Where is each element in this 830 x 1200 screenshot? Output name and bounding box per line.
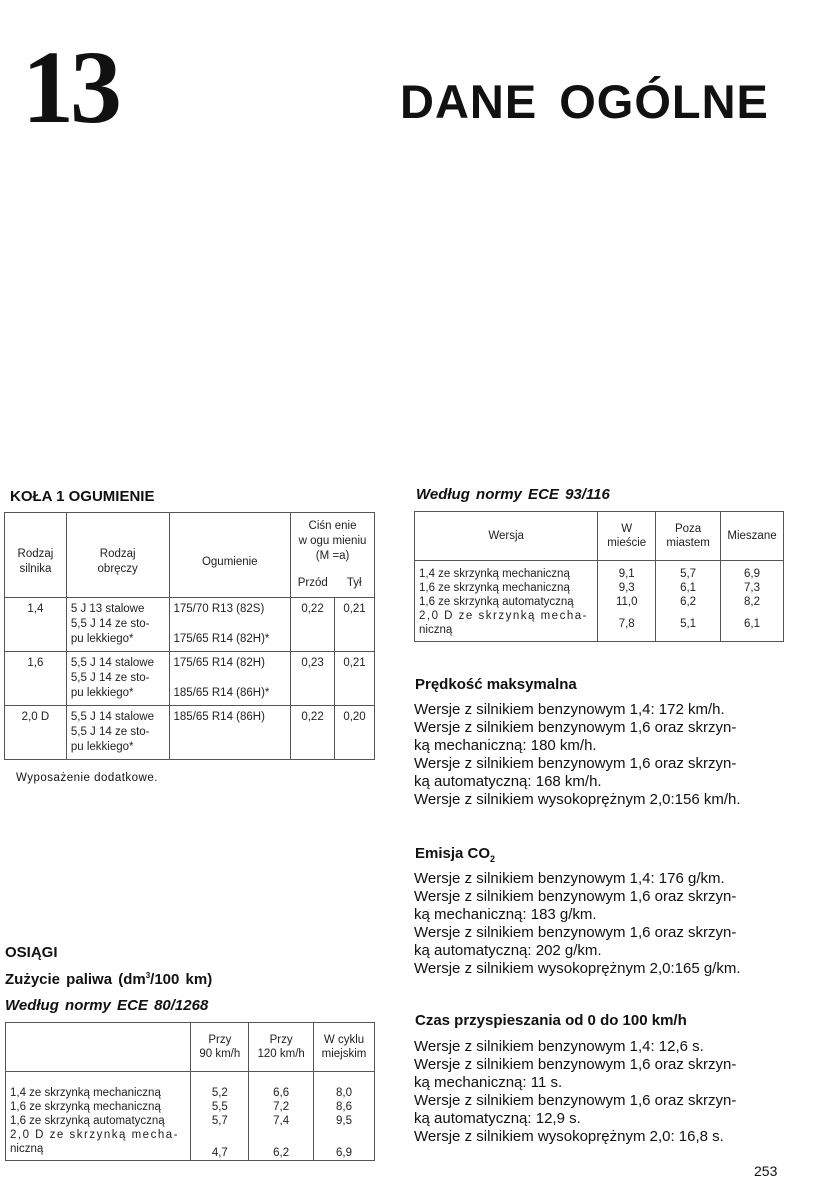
text-line: Wersje z silnikiem benzynowym 1,6 oraz skrzyn- [414, 1092, 737, 1109]
header-pressure: Ciśn enie w ogu mieniu (M =a) [291, 513, 375, 570]
ece93-header-outside: Poza miastem [656, 512, 721, 561]
ece93-versions: 1,4 ze skrzynką mechaniczną 1,6 ze skrzynką mechaniczną 1,6 ze skrzynką automatyczną 2,0 D ze skrzynką mecha- niczną [415, 561, 598, 642]
ece93-col-mixed: 6,9 7,3 8,2 6,1 [721, 561, 784, 642]
consumption-sup: 3 [145, 971, 151, 980]
consumption-title [5, 967, 212, 989]
text-line: Wersje z silnikiem benzynowym 1,6 oraz skrzyn- [414, 719, 737, 736]
rim-cell: 5 J 13 stalowe 5,5 J 14 ze sto- pu lekkiego* [66, 598, 169, 652]
rear-cell: 0,20 [335, 706, 375, 760]
text-line: Wersje z silnikiem wysokoprężnym 2,0: 16,8 s. [414, 1128, 724, 1145]
text-line: Wersje z silnikiem benzynowym 1,6 oraz skrzyn- [414, 888, 737, 905]
front-cell: 0,22 [291, 706, 335, 760]
table-row [415, 561, 784, 642]
text-line: ką automatyczną: 202 g/km. [414, 942, 602, 959]
rear-cell: 0,21 [335, 598, 375, 652]
ece80-header-blank [6, 1023, 191, 1072]
text-line: Wersje z silnikiem benzynowym 1,4: 12,6 s. [414, 1038, 704, 1055]
text-line: ką automatyczną: 168 km/h. [414, 773, 602, 790]
text-line: Wersje z silnikiem benzynowym 1,6 oraz skrzyn- [414, 1056, 737, 1073]
acceleration-title: Czas przyspieszania od 0 do 100 km/h [415, 1012, 687, 1029]
ece93-header-row [415, 512, 784, 561]
text-line: Wersje z silnikiem wysokoprężnym 2,0:156 km/h. [414, 791, 741, 808]
consumption-pre: Zużycie paliwa (dm [5, 971, 146, 988]
rear-cell: 0,21 [335, 652, 375, 706]
text-line: ką mechaniczną: 11 s. [414, 1074, 563, 1091]
tyre-cell: 175/65 R14 (82H) 185/65 R14 (86H)* [169, 652, 291, 706]
ece93-header-city: W mieście [598, 512, 656, 561]
engine-cell: 1,4 [5, 598, 67, 652]
text-line: ką automatyczną: 12,9 s. [414, 1110, 581, 1127]
tyre-cell: 185/65 R14 (86H) [169, 706, 291, 760]
ece80-col-90: 5,2 5,5 5,7 4,7 [191, 1072, 249, 1161]
co2-title [415, 845, 495, 868]
ece80-table [5, 1022, 375, 1161]
header-rear: Tył [335, 569, 375, 598]
header-tyres: Ogumienie [169, 513, 291, 598]
ece93-col-outside: 5,7 6,1 6,2 5,1 [656, 561, 721, 642]
table-row [5, 652, 375, 706]
header-engine: Rodzaj silnika [5, 513, 67, 598]
table-row [6, 1072, 375, 1161]
co2-title-text: Emisja CO [415, 845, 491, 862]
table-row [5, 598, 375, 652]
acceleration-text [414, 1038, 736, 1146]
ece80-header-city: W cyklu miejskim [314, 1023, 375, 1072]
engine-cell: 2,0 D [5, 706, 67, 760]
max-speed-text [414, 701, 741, 809]
page-number: 253 [754, 1163, 778, 1179]
header-front: Przód [291, 569, 335, 598]
ece93-title: Według normy ECE 93/116 [416, 486, 610, 503]
engine-cell: 1,6 [5, 652, 67, 706]
chapter-number: 13 [22, 30, 118, 145]
front-cell: 0,22 [291, 598, 335, 652]
ece93-header-mixed: Mieszane [721, 512, 784, 561]
front-cell: 0,23 [291, 652, 335, 706]
wheels-footnote: Wyposażenie dodatkowe. [16, 772, 158, 784]
max-speed-title: Prędkość maksymalna [415, 676, 577, 693]
header-rim: Rodzaj obręczy [66, 513, 169, 598]
ece93-col-city: 9,1 9,3 11,0 7,8 [598, 561, 656, 642]
tyre-cell: 175/70 R13 (82S) 175/65 R14 (82H)* [169, 598, 291, 652]
ece93-table [414, 511, 784, 642]
text-line: Wersje z silnikiem wysokoprężnym 2,0:165 g/km. [414, 960, 741, 977]
ece80-header-row [6, 1023, 375, 1072]
table-row [5, 706, 375, 760]
consumption-post: /100 km) [150, 971, 213, 988]
text-line: Wersje z silnikiem benzynowym 1,4: 172 km/h. [414, 701, 725, 718]
tyres-header-row [5, 513, 375, 570]
wheels-title: KOŁA 1 OGUMIENIE [10, 488, 155, 505]
text-line: Wersje z silnikiem benzynowym 1,6 oraz skrzyn- [414, 755, 737, 772]
tyres-table [4, 512, 375, 760]
co2-title-sub: 2 [490, 854, 496, 864]
text-line: ką mechaniczną: 183 g/km. [414, 906, 597, 923]
ece80-col-120: 6,6 7,2 7,4 6,2 [249, 1072, 314, 1161]
ece80-col-city: 8,0 8,6 9,5 6,9 [314, 1072, 375, 1161]
co2-text [414, 870, 741, 978]
text-line: Wersje z silnikiem benzynowym 1,6 oraz skrzyn- [414, 924, 737, 941]
ece80-header-90: Przy 90 km/h [191, 1023, 249, 1072]
ece80-versions: 1,4 ze skrzynką mechaniczną 1,6 ze skrzynką mechaniczną 1,6 ze skrzynką automatyczną 2,0 D ze skrzynką mecha- niczną [6, 1072, 191, 1161]
text-line: Wersje z silnikiem benzynowym 1,4: 176 g/km. [414, 870, 725, 887]
ece93-header-version: Wersja [415, 512, 598, 561]
text-line: ką mechaniczną: 180 km/h. [414, 737, 597, 754]
rim-cell: 5,5 J 14 stalowe 5,5 J 14 ze sto- pu lekkiego* [66, 706, 169, 760]
rim-cell: 5,5 J 14 stalowe 5,5 J 14 ze sto- pu lekkiego* [66, 652, 169, 706]
ece80-title: Według normy ECE 80/1268 [5, 997, 209, 1014]
performance-title: OSIĄGI [5, 944, 58, 961]
chapter-title: DANE OGÓLNE [400, 75, 769, 128]
ece80-header-120: Przy 120 km/h [249, 1023, 314, 1072]
